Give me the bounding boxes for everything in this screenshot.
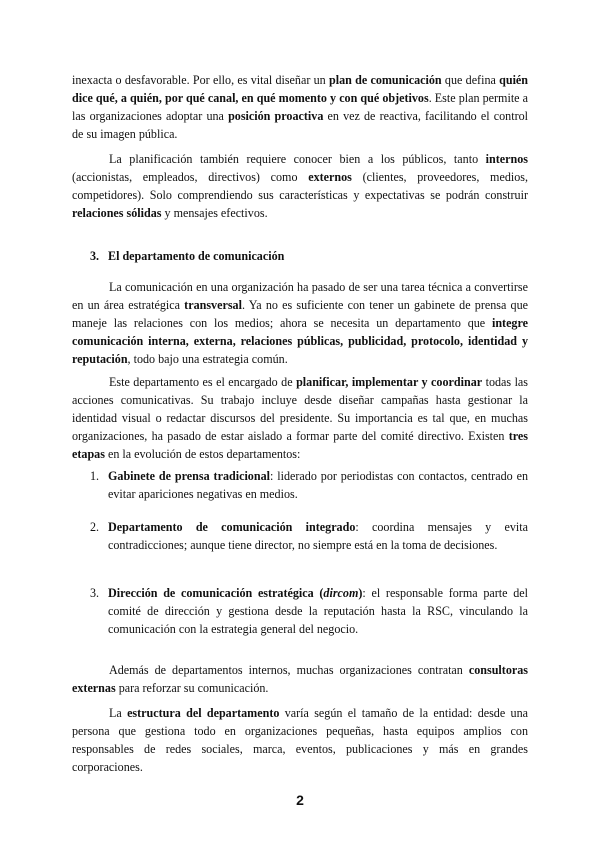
page-number: 2 xyxy=(296,792,304,808)
text: (accionistas, empleados, directivos) como xyxy=(72,170,309,184)
bold-text: integre comunicación interna, externa, relaciones públicas, publicidad, protocolo, identidad y reputación xyxy=(72,316,528,366)
text: (clientes, proveedores, medios, competidores). Solo comprendiendo sus características y expectativas se podrán construir xyxy=(72,170,529,202)
bold-text: Gabinete de prensa tradicional xyxy=(108,469,270,483)
paragraph-department-role xyxy=(72,373,528,463)
text: y mensajes efectivos. xyxy=(161,206,268,220)
bold-text: consultoras externas xyxy=(72,663,528,695)
list-marker: 3. xyxy=(90,586,100,600)
paragraph-department-intro xyxy=(72,278,528,368)
text: . Ya no es suficiente con tener un gabinete de prensa que maneje las relaciones con los medios; ahora se necesita un departamento que xyxy=(72,298,528,330)
list-item xyxy=(72,518,528,554)
text: , todo bajo una estrategia común. xyxy=(127,352,288,366)
text: en vez de reactiva, facilitando el control de su imagen pública. xyxy=(72,109,529,141)
bold-text: planificar, implementar y coordinar xyxy=(296,375,483,389)
bold-text: quién dice qué, a quién, por qué canal, en qué momento y con qué objetivos xyxy=(72,73,529,105)
text: que defina xyxy=(441,73,500,87)
bold-text: plan de comunicación xyxy=(328,73,442,87)
text: inexacta o desfavorable. Por ello, es vital diseñar un xyxy=(72,73,329,87)
bold-text: internos xyxy=(485,152,528,166)
text: La xyxy=(109,706,128,720)
text: en la evolución de estos departamentos: xyxy=(104,447,301,461)
paragraph-consultancies xyxy=(72,661,528,697)
bold-text: Dirección de comunicación estratégica ( xyxy=(108,586,324,600)
bold-text: transversal xyxy=(184,298,242,312)
text: : coordina mensajes y evita contradicciones; aunque tiene director, no siempre está en la toma de decisiones. xyxy=(108,520,528,552)
text: : el responsable forma parte del comité de dirección y gestiona desde la reputación hasta la RSC, vinculando la comunicación con la estrategia general del negocio. xyxy=(108,586,528,636)
bold-text: posición proactiva xyxy=(228,109,324,123)
bold-text: relaciones sólidas xyxy=(72,206,162,220)
bold-italic-text: dircom xyxy=(323,586,359,600)
list-marker: 1. xyxy=(90,469,100,483)
text: para reforzar su comunicación. xyxy=(115,681,269,695)
text: La comunicación en una organización ha pasado de ser una tarea técnica a convertirse en un área estratégica xyxy=(72,280,528,312)
text: varía según el tamaño de la entidad: desde una persona que gestiona todo en organizaciones pequeñas, hasta equipos amplios con responsables de redes sociales, marca, eventos, publicaciones y más en grandes corporaciones. xyxy=(72,706,528,774)
paragraph-structure xyxy=(72,704,528,776)
bold-text: externos xyxy=(308,170,352,184)
text: todas las acciones comunicativas. Su trabajo incluye desde diseñar campañas hasta gestionar la identidad visual o redactar discursos del presidente. Su importancia es tal que, en muchas organizaciones, ha pasado de estar aislado a formar parte del comité directivo. Existen xyxy=(72,375,528,443)
text: La planificación también requiere conocer bien a los públicos, tanto xyxy=(109,152,486,166)
list-marker: 2. xyxy=(90,520,100,534)
section-number: 3. xyxy=(90,249,100,263)
bold-text: Departamento de comunicación integrado xyxy=(108,520,356,534)
section-heading xyxy=(72,247,528,265)
paragraph-communication-plan xyxy=(72,71,528,143)
bold-text: ) xyxy=(358,586,363,600)
list-item xyxy=(72,584,528,638)
section-title: El departamento de comunicación xyxy=(108,249,285,263)
text: Este departamento es el encargado de xyxy=(109,375,297,389)
text: . Este plan permite a las organizaciones adoptar una xyxy=(72,91,528,123)
text: Además de departamentos internos, muchas organizaciones contratan xyxy=(109,663,469,677)
bold-text: estructura del departamento xyxy=(127,706,280,720)
bold-text: tres etapas xyxy=(72,429,528,461)
text: : liderado por periodistas con contactos, centrado en evitar apariciones negativas en medios. xyxy=(108,469,528,501)
paragraph-publics xyxy=(72,150,528,222)
list-item xyxy=(72,467,528,503)
